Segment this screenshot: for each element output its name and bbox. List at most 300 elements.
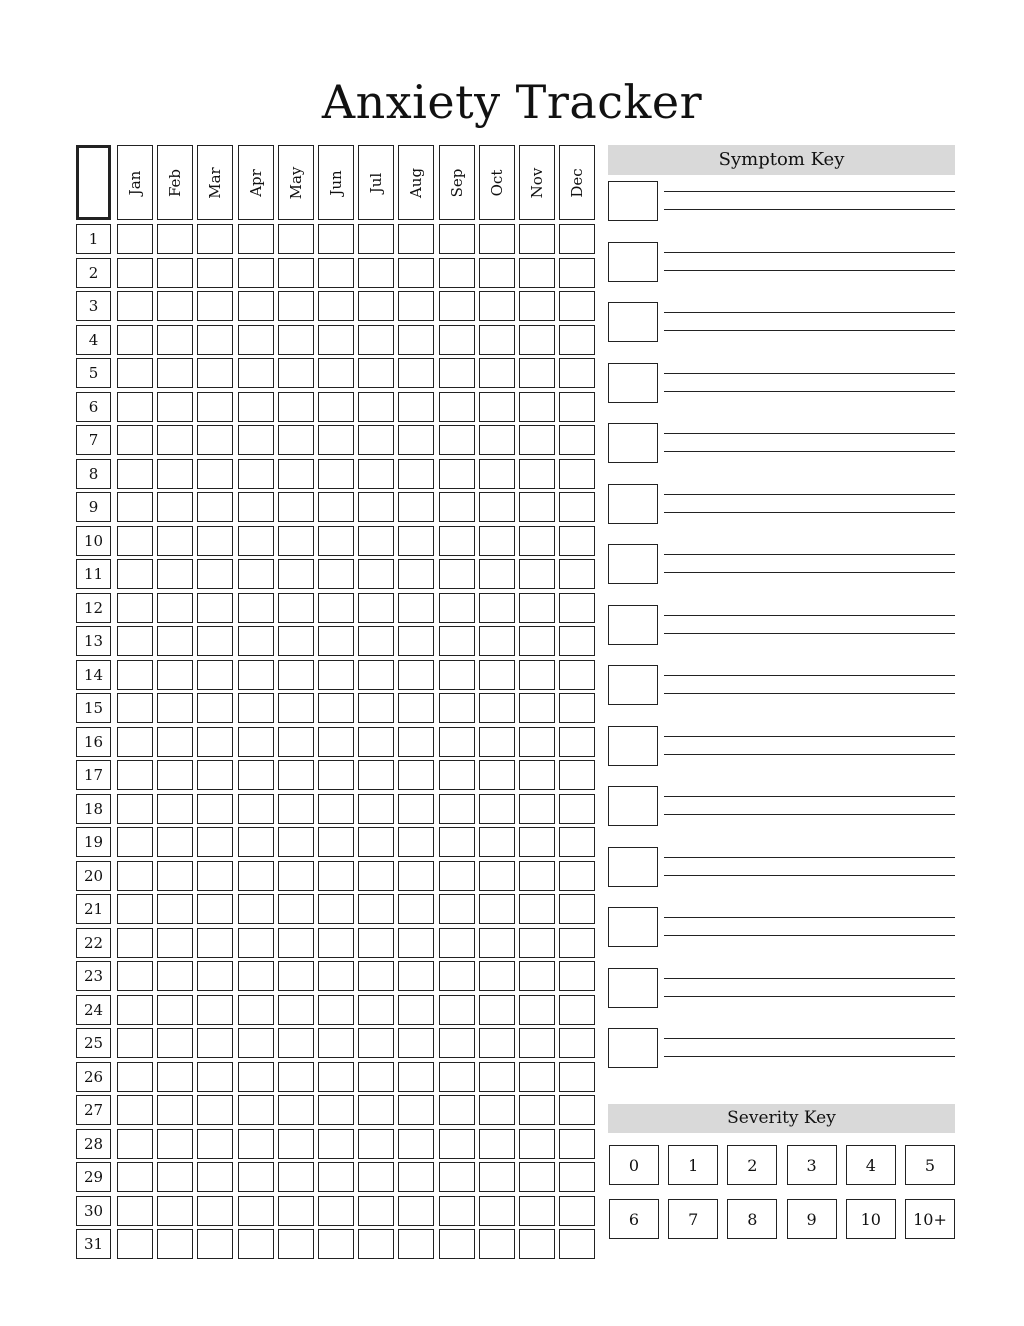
tracker-cell[interactable] xyxy=(479,258,515,288)
tracker-cell[interactable] xyxy=(278,358,314,388)
tracker-cell[interactable] xyxy=(318,1095,354,1125)
tracker-cell[interactable] xyxy=(559,995,595,1025)
tracker-cell[interactable] xyxy=(278,727,314,757)
tracker-cell[interactable] xyxy=(358,1062,394,1092)
tracker-cell[interactable] xyxy=(439,1095,475,1125)
tracker-cell[interactable] xyxy=(358,760,394,790)
tracker-cell[interactable] xyxy=(318,727,354,757)
tracker-cell[interactable] xyxy=(358,1095,394,1125)
tracker-cell[interactable] xyxy=(157,626,193,656)
tracker-cell[interactable] xyxy=(519,928,555,958)
tracker-cell[interactable] xyxy=(358,459,394,489)
tracker-cell[interactable] xyxy=(559,660,595,690)
tracker-cell[interactable] xyxy=(238,1028,274,1058)
tracker-cell[interactable] xyxy=(278,1028,314,1058)
tracker-cell[interactable] xyxy=(559,1062,595,1092)
tracker-cell[interactable] xyxy=(358,693,394,723)
tracker-cell[interactable] xyxy=(479,559,515,589)
tracker-cell[interactable] xyxy=(157,760,193,790)
tracker-cell[interactable] xyxy=(157,291,193,321)
tracker-cell[interactable] xyxy=(519,1129,555,1159)
tracker-cell[interactable] xyxy=(117,1129,153,1159)
tracker-cell[interactable] xyxy=(398,392,434,422)
tracker-cell[interactable] xyxy=(117,1196,153,1226)
symptom-write-line[interactable] xyxy=(664,857,955,858)
tracker-cell[interactable] xyxy=(398,861,434,891)
symptom-color-box[interactable] xyxy=(608,907,658,947)
tracker-cell[interactable] xyxy=(278,1162,314,1192)
tracker-cell[interactable] xyxy=(318,827,354,857)
tracker-cell[interactable] xyxy=(197,928,233,958)
tracker-cell[interactable] xyxy=(238,325,274,355)
tracker-cell[interactable] xyxy=(157,325,193,355)
tracker-cell[interactable] xyxy=(117,1229,153,1259)
tracker-cell[interactable] xyxy=(398,827,434,857)
tracker-cell[interactable] xyxy=(117,660,153,690)
symptom-write-line[interactable] xyxy=(664,270,955,271)
symptom-write-line[interactable] xyxy=(664,252,955,253)
tracker-cell[interactable] xyxy=(278,325,314,355)
tracker-cell[interactable] xyxy=(117,291,153,321)
tracker-cell[interactable] xyxy=(398,894,434,924)
tracker-cell[interactable] xyxy=(519,660,555,690)
tracker-cell[interactable] xyxy=(439,425,475,455)
tracker-cell[interactable] xyxy=(197,760,233,790)
tracker-cell[interactable] xyxy=(519,425,555,455)
symptom-color-box[interactable] xyxy=(608,847,658,887)
tracker-cell[interactable] xyxy=(318,995,354,1025)
tracker-cell[interactable] xyxy=(318,459,354,489)
tracker-cell[interactable] xyxy=(278,291,314,321)
symptom-write-line[interactable] xyxy=(664,917,955,918)
tracker-cell[interactable] xyxy=(559,1028,595,1058)
tracker-cell[interactable] xyxy=(439,1062,475,1092)
tracker-cell[interactable] xyxy=(479,861,515,891)
tracker-cell[interactable] xyxy=(197,794,233,824)
tracker-cell[interactable] xyxy=(358,224,394,254)
tracker-cell[interactable] xyxy=(197,827,233,857)
symptom-color-box[interactable] xyxy=(608,786,658,826)
tracker-cell[interactable] xyxy=(278,1062,314,1092)
tracker-cell[interactable] xyxy=(479,492,515,522)
tracker-cell[interactable] xyxy=(479,1162,515,1192)
tracker-cell[interactable] xyxy=(519,1229,555,1259)
symptom-write-line[interactable] xyxy=(664,209,955,210)
symptom-color-box[interactable] xyxy=(608,544,658,584)
tracker-cell[interactable] xyxy=(238,1196,274,1226)
tracker-cell[interactable] xyxy=(157,928,193,958)
tracker-cell[interactable] xyxy=(238,1095,274,1125)
tracker-cell[interactable] xyxy=(117,693,153,723)
tracker-cell[interactable] xyxy=(398,961,434,991)
tracker-cell[interactable] xyxy=(278,760,314,790)
tracker-cell[interactable] xyxy=(358,392,394,422)
tracker-cell[interactable] xyxy=(358,425,394,455)
tracker-cell[interactable] xyxy=(238,492,274,522)
symptom-write-line[interactable] xyxy=(664,615,955,616)
symptom-write-line[interactable] xyxy=(664,494,955,495)
tracker-cell[interactable] xyxy=(197,693,233,723)
tracker-cell[interactable] xyxy=(278,526,314,556)
tracker-cell[interactable] xyxy=(559,693,595,723)
symptom-write-line[interactable] xyxy=(664,451,955,452)
symptom-color-box[interactable] xyxy=(608,968,658,1008)
tracker-cell[interactable] xyxy=(117,1162,153,1192)
tracker-cell[interactable] xyxy=(559,626,595,656)
tracker-cell[interactable] xyxy=(157,459,193,489)
symptom-write-line[interactable] xyxy=(664,512,955,513)
tracker-cell[interactable] xyxy=(479,1062,515,1092)
tracker-cell[interactable] xyxy=(398,995,434,1025)
tracker-cell[interactable] xyxy=(398,1028,434,1058)
tracker-cell[interactable] xyxy=(479,727,515,757)
tracker-cell[interactable] xyxy=(278,928,314,958)
tracker-cell[interactable] xyxy=(238,224,274,254)
tracker-cell[interactable] xyxy=(519,559,555,589)
symptom-color-box[interactable] xyxy=(608,302,658,342)
tracker-cell[interactable] xyxy=(238,961,274,991)
tracker-cell[interactable] xyxy=(439,928,475,958)
symptom-write-line[interactable] xyxy=(664,736,955,737)
tracker-cell[interactable] xyxy=(157,358,193,388)
tracker-cell[interactable] xyxy=(318,861,354,891)
tracker-cell[interactable] xyxy=(318,258,354,288)
tracker-cell[interactable] xyxy=(519,727,555,757)
tracker-cell[interactable] xyxy=(439,559,475,589)
symptom-color-box[interactable] xyxy=(608,605,658,645)
tracker-cell[interactable] xyxy=(519,1062,555,1092)
tracker-cell[interactable] xyxy=(197,1196,233,1226)
tracker-cell[interactable] xyxy=(519,526,555,556)
tracker-cell[interactable] xyxy=(439,760,475,790)
tracker-cell[interactable] xyxy=(439,392,475,422)
tracker-cell[interactable] xyxy=(519,1196,555,1226)
tracker-cell[interactable] xyxy=(278,459,314,489)
tracker-cell[interactable] xyxy=(358,325,394,355)
tracker-cell[interactable] xyxy=(479,794,515,824)
tracker-cell[interactable] xyxy=(238,459,274,489)
tracker-cell[interactable] xyxy=(479,358,515,388)
tracker-cell[interactable] xyxy=(278,258,314,288)
tracker-cell[interactable] xyxy=(157,961,193,991)
tracker-cell[interactable] xyxy=(519,1028,555,1058)
tracker-cell[interactable] xyxy=(358,861,394,891)
symptom-write-line[interactable] xyxy=(664,330,955,331)
tracker-cell[interactable] xyxy=(197,258,233,288)
tracker-cell[interactable] xyxy=(398,1062,434,1092)
tracker-cell[interactable] xyxy=(197,559,233,589)
tracker-cell[interactable] xyxy=(318,693,354,723)
tracker-cell[interactable] xyxy=(157,392,193,422)
tracker-cell[interactable] xyxy=(238,392,274,422)
tracker-cell[interactable] xyxy=(559,291,595,321)
tracker-cell[interactable] xyxy=(197,995,233,1025)
tracker-cell[interactable] xyxy=(358,794,394,824)
tracker-cell[interactable] xyxy=(358,995,394,1025)
tracker-cell[interactable] xyxy=(479,291,515,321)
symptom-color-box[interactable] xyxy=(608,242,658,282)
tracker-cell[interactable] xyxy=(157,1062,193,1092)
symptom-write-line[interactable] xyxy=(664,978,955,979)
symptom-write-line[interactable] xyxy=(664,754,955,755)
tracker-cell[interactable] xyxy=(479,459,515,489)
tracker-cell[interactable] xyxy=(358,894,394,924)
tracker-cell[interactable] xyxy=(318,961,354,991)
tracker-cell[interactable] xyxy=(559,1196,595,1226)
tracker-cell[interactable] xyxy=(439,291,475,321)
tracker-cell[interactable] xyxy=(197,325,233,355)
symptom-write-line[interactable] xyxy=(664,814,955,815)
tracker-cell[interactable] xyxy=(479,1196,515,1226)
tracker-cell[interactable] xyxy=(238,593,274,623)
tracker-cell[interactable] xyxy=(197,425,233,455)
tracker-cell[interactable] xyxy=(439,995,475,1025)
tracker-cell[interactable] xyxy=(157,727,193,757)
tracker-cell[interactable] xyxy=(479,526,515,556)
tracker-cell[interactable] xyxy=(479,995,515,1025)
tracker-cell[interactable] xyxy=(439,224,475,254)
tracker-cell[interactable] xyxy=(398,559,434,589)
tracker-cell[interactable] xyxy=(559,526,595,556)
tracker-cell[interactable] xyxy=(559,459,595,489)
tracker-cell[interactable] xyxy=(479,1229,515,1259)
tracker-cell[interactable] xyxy=(479,827,515,857)
tracker-cell[interactable] xyxy=(157,1129,193,1159)
tracker-cell[interactable] xyxy=(238,258,274,288)
tracker-cell[interactable] xyxy=(559,492,595,522)
tracker-cell[interactable] xyxy=(318,1028,354,1058)
tracker-cell[interactable] xyxy=(197,224,233,254)
tracker-cell[interactable] xyxy=(559,425,595,455)
symptom-write-line[interactable] xyxy=(664,693,955,694)
tracker-cell[interactable] xyxy=(157,593,193,623)
tracker-cell[interactable] xyxy=(358,1129,394,1159)
tracker-cell[interactable] xyxy=(117,995,153,1025)
tracker-cell[interactable] xyxy=(318,492,354,522)
tracker-cell[interactable] xyxy=(398,626,434,656)
tracker-cell[interactable] xyxy=(117,492,153,522)
tracker-cell[interactable] xyxy=(398,258,434,288)
tracker-cell[interactable] xyxy=(398,492,434,522)
tracker-cell[interactable] xyxy=(439,492,475,522)
tracker-cell[interactable] xyxy=(197,593,233,623)
tracker-cell[interactable] xyxy=(519,1095,555,1125)
tracker-cell[interactable] xyxy=(358,1028,394,1058)
tracker-cell[interactable] xyxy=(318,794,354,824)
tracker-cell[interactable] xyxy=(519,961,555,991)
tracker-cell[interactable] xyxy=(358,1229,394,1259)
tracker-cell[interactable] xyxy=(559,224,595,254)
tracker-cell[interactable] xyxy=(479,325,515,355)
tracker-cell[interactable] xyxy=(559,392,595,422)
tracker-cell[interactable] xyxy=(157,1028,193,1058)
tracker-cell[interactable] xyxy=(117,827,153,857)
tracker-cell[interactable] xyxy=(439,459,475,489)
tracker-cell[interactable] xyxy=(278,693,314,723)
tracker-cell[interactable] xyxy=(318,1196,354,1226)
tracker-cell[interactable] xyxy=(197,392,233,422)
tracker-cell[interactable] xyxy=(238,894,274,924)
tracker-cell[interactable] xyxy=(278,224,314,254)
tracker-cell[interactable] xyxy=(238,1162,274,1192)
tracker-cell[interactable] xyxy=(318,291,354,321)
tracker-cell[interactable] xyxy=(157,693,193,723)
tracker-cell[interactable] xyxy=(117,1062,153,1092)
tracker-cell[interactable] xyxy=(238,1229,274,1259)
tracker-cell[interactable] xyxy=(398,693,434,723)
tracker-cell[interactable] xyxy=(358,492,394,522)
tracker-cell[interactable] xyxy=(358,961,394,991)
tracker-cell[interactable] xyxy=(238,928,274,958)
tracker-cell[interactable] xyxy=(479,626,515,656)
tracker-cell[interactable] xyxy=(278,995,314,1025)
tracker-cell[interactable] xyxy=(197,358,233,388)
tracker-cell[interactable] xyxy=(117,559,153,589)
symptom-color-box[interactable] xyxy=(608,484,658,524)
tracker-cell[interactable] xyxy=(238,626,274,656)
tracker-cell[interactable] xyxy=(519,1162,555,1192)
symptom-color-box[interactable] xyxy=(608,423,658,463)
tracker-cell[interactable] xyxy=(358,258,394,288)
symptom-color-box[interactable] xyxy=(608,726,658,766)
tracker-cell[interactable] xyxy=(519,258,555,288)
tracker-cell[interactable] xyxy=(519,760,555,790)
tracker-cell[interactable] xyxy=(117,526,153,556)
tracker-cell[interactable] xyxy=(238,526,274,556)
tracker-cell[interactable] xyxy=(278,1129,314,1159)
tracker-cell[interactable] xyxy=(278,894,314,924)
tracker-cell[interactable] xyxy=(117,861,153,891)
tracker-cell[interactable] xyxy=(398,1162,434,1192)
tracker-cell[interactable] xyxy=(559,727,595,757)
tracker-cell[interactable] xyxy=(398,1229,434,1259)
tracker-cell[interactable] xyxy=(157,1162,193,1192)
tracker-cell[interactable] xyxy=(559,894,595,924)
tracker-cell[interactable] xyxy=(238,358,274,388)
tracker-cell[interactable] xyxy=(157,425,193,455)
tracker-cell[interactable] xyxy=(157,861,193,891)
tracker-cell[interactable] xyxy=(278,425,314,455)
tracker-cell[interactable] xyxy=(278,559,314,589)
tracker-cell[interactable] xyxy=(318,660,354,690)
tracker-cell[interactable] xyxy=(117,894,153,924)
tracker-cell[interactable] xyxy=(439,1028,475,1058)
symptom-write-line[interactable] xyxy=(664,1038,955,1039)
tracker-cell[interactable] xyxy=(358,1196,394,1226)
tracker-cell[interactable] xyxy=(519,827,555,857)
tracker-cell[interactable] xyxy=(559,1095,595,1125)
tracker-cell[interactable] xyxy=(358,291,394,321)
tracker-cell[interactable] xyxy=(318,224,354,254)
tracker-cell[interactable] xyxy=(358,626,394,656)
tracker-cell[interactable] xyxy=(398,425,434,455)
symptom-write-line[interactable] xyxy=(664,391,955,392)
tracker-cell[interactable] xyxy=(197,1129,233,1159)
tracker-cell[interactable] xyxy=(519,392,555,422)
tracker-cell[interactable] xyxy=(439,258,475,288)
tracker-cell[interactable] xyxy=(238,1129,274,1159)
tracker-cell[interactable] xyxy=(278,961,314,991)
tracker-cell[interactable] xyxy=(197,727,233,757)
tracker-cell[interactable] xyxy=(117,961,153,991)
tracker-cell[interactable] xyxy=(398,727,434,757)
tracker-cell[interactable] xyxy=(479,425,515,455)
tracker-cell[interactable] xyxy=(117,425,153,455)
tracker-cell[interactable] xyxy=(318,392,354,422)
tracker-cell[interactable] xyxy=(398,760,434,790)
tracker-cell[interactable] xyxy=(559,827,595,857)
symptom-write-line[interactable] xyxy=(664,675,955,676)
tracker-cell[interactable] xyxy=(278,1196,314,1226)
tracker-cell[interactable] xyxy=(238,425,274,455)
tracker-cell[interactable] xyxy=(278,794,314,824)
tracker-cell[interactable] xyxy=(559,861,595,891)
tracker-cell[interactable] xyxy=(519,894,555,924)
tracker-cell[interactable] xyxy=(117,325,153,355)
tracker-cell[interactable] xyxy=(559,760,595,790)
tracker-cell[interactable] xyxy=(398,224,434,254)
tracker-cell[interactable] xyxy=(479,693,515,723)
tracker-cell[interactable] xyxy=(358,358,394,388)
tracker-cell[interactable] xyxy=(398,358,434,388)
tracker-cell[interactable] xyxy=(197,1095,233,1125)
symptom-color-box[interactable] xyxy=(608,363,658,403)
tracker-cell[interactable] xyxy=(519,291,555,321)
tracker-cell[interactable] xyxy=(398,593,434,623)
tracker-cell[interactable] xyxy=(117,593,153,623)
symptom-write-line[interactable] xyxy=(664,433,955,434)
tracker-cell[interactable] xyxy=(398,291,434,321)
tracker-cell[interactable] xyxy=(559,961,595,991)
tracker-cell[interactable] xyxy=(238,693,274,723)
tracker-cell[interactable] xyxy=(559,593,595,623)
tracker-cell[interactable] xyxy=(238,291,274,321)
tracker-cell[interactable] xyxy=(519,794,555,824)
tracker-cell[interactable] xyxy=(559,358,595,388)
tracker-cell[interactable] xyxy=(519,358,555,388)
tracker-cell[interactable] xyxy=(479,660,515,690)
tracker-cell[interactable] xyxy=(197,660,233,690)
tracker-cell[interactable] xyxy=(197,1162,233,1192)
tracker-cell[interactable] xyxy=(439,626,475,656)
tracker-cell[interactable] xyxy=(479,1028,515,1058)
symptom-write-line[interactable] xyxy=(664,796,955,797)
tracker-cell[interactable] xyxy=(197,291,233,321)
tracker-cell[interactable] xyxy=(278,593,314,623)
tracker-cell[interactable] xyxy=(318,1062,354,1092)
tracker-cell[interactable] xyxy=(318,894,354,924)
tracker-cell[interactable] xyxy=(197,492,233,522)
tracker-cell[interactable] xyxy=(358,593,394,623)
symptom-write-line[interactable] xyxy=(664,996,955,997)
tracker-cell[interactable] xyxy=(439,526,475,556)
tracker-cell[interactable] xyxy=(157,1196,193,1226)
tracker-cell[interactable] xyxy=(278,492,314,522)
tracker-cell[interactable] xyxy=(519,593,555,623)
tracker-cell[interactable] xyxy=(479,224,515,254)
symptom-write-line[interactable] xyxy=(664,191,955,192)
tracker-cell[interactable] xyxy=(197,526,233,556)
tracker-cell[interactable] xyxy=(398,459,434,489)
tracker-cell[interactable] xyxy=(238,827,274,857)
tracker-cell[interactable] xyxy=(117,626,153,656)
tracker-cell[interactable] xyxy=(358,559,394,589)
tracker-cell[interactable] xyxy=(358,526,394,556)
tracker-cell[interactable] xyxy=(479,1095,515,1125)
tracker-cell[interactable] xyxy=(479,392,515,422)
tracker-cell[interactable] xyxy=(318,425,354,455)
tracker-cell[interactable] xyxy=(479,961,515,991)
